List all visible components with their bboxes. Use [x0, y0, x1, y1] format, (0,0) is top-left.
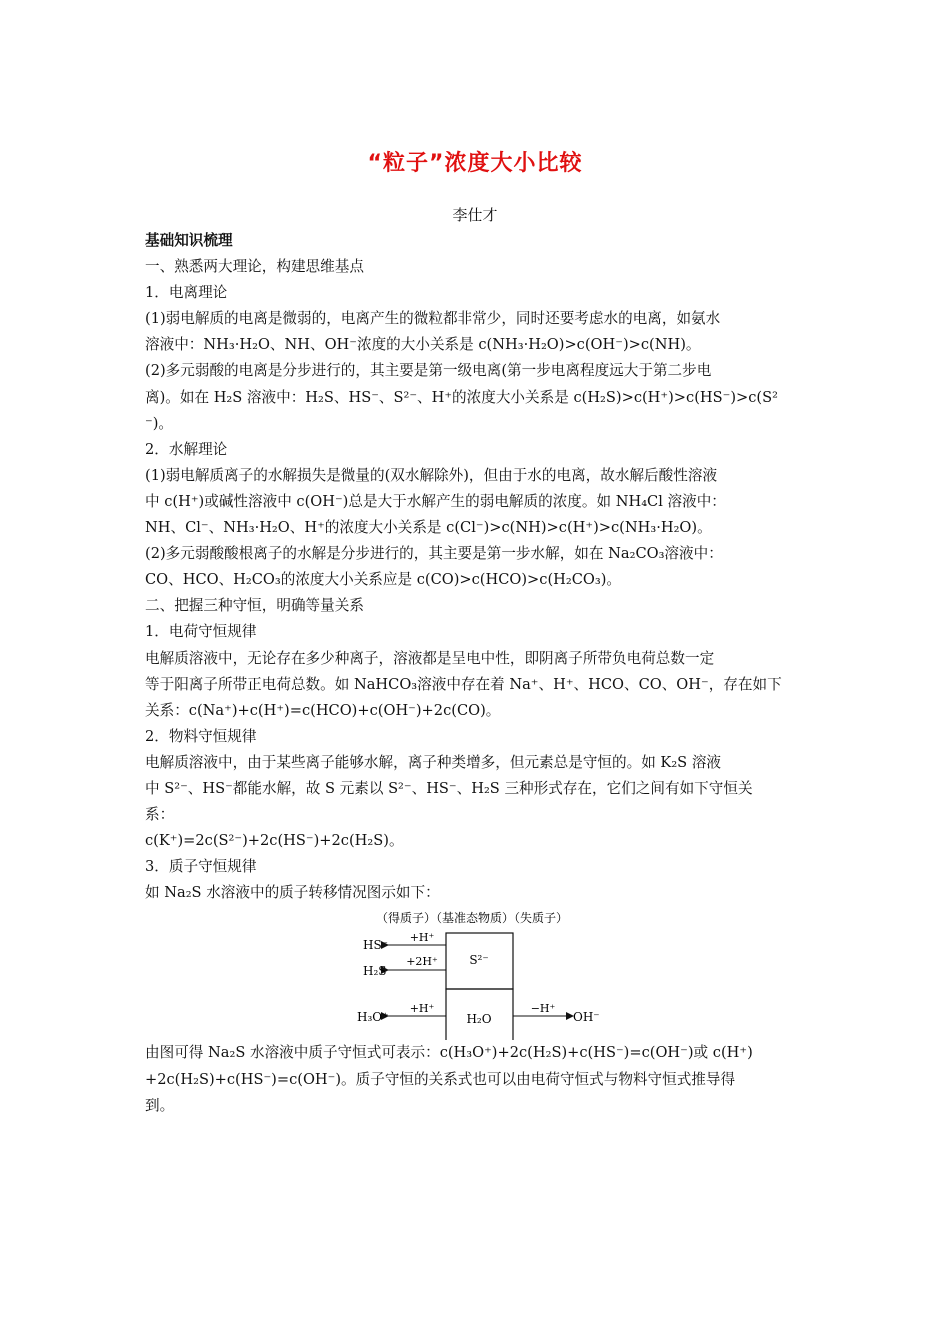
proton-transfer-diagram: [145, 906, 815, 1040]
left-bottom-label: +H⁺: [409, 1002, 435, 1016]
text-line: 2．物料守恒规律: [145, 727, 257, 745]
author-name: 李仕才: [452, 206, 498, 224]
text-line: ⁻)。: [145, 414, 173, 432]
text-line: 中 S²⁻、HS⁻都能水解，故 S 元素以 S²⁻、HS⁻、H₂S 三种形式存在，它们之间有如下守恒关: [145, 779, 753, 797]
text-line: (1)弱电解质的电离是微弱的，电离产生的微粒都非常少，同时还要考虑水的电离，如氨水: [145, 310, 721, 328]
text-line: 1．电离理论: [145, 284, 228, 302]
left-bottom-species: H₃O⁺: [357, 1010, 389, 1025]
left-mid-species: H₂S: [363, 964, 387, 979]
text-line: 关系：c(Na⁺)+c(H⁺)=c(HCO)+c(OH⁻)+2c(CO)。: [145, 701, 501, 719]
left-top-species: HS⁻: [363, 938, 389, 953]
text-line: CO、HCO、H₂CO₃的浓度大小关系应是 c(CO)>c(HCO)>c(H₂CO₃)。: [145, 571, 621, 589]
text-line: +2c(H₂S)+c(HS⁻)=c(OH⁻)。质子守恒的关系式也可以由电荷守恒式与物料守恒式推导得: [145, 1070, 736, 1088]
text-line: 一、熟悉两大理论，构建思维基点: [145, 258, 364, 276]
text-line: NH、Cl⁻、NH₃·H₂O、H⁺的浓度大小关系是 c(Cl⁻)>c(NH)>c(H⁺)>c(NH₃·H₂O)。: [145, 519, 712, 537]
box-top-label: S²⁻: [469, 953, 489, 968]
text-line: 3．质子守恒规律: [145, 858, 257, 876]
text-line: 电解质溶液中，无论存在多少种离子，溶液都是呈电中性，即阴离子所带负电荷总数一定: [145, 649, 715, 667]
text-line: 等于阳离子所带正电荷总数。如 NaHCO₃溶液中存在着 Na⁺、H⁺、HCO、CO、OH⁻，存在如下: [145, 675, 782, 693]
page-title: “粒子”浓度大小比较: [367, 151, 583, 176]
text-line: 系：: [145, 806, 175, 824]
right-species: OH⁻: [573, 1010, 600, 1025]
text-line: 溶液中：NH₃·H₂O、NH、OH⁻浓度的大小关系是 c(NH₃·H₂O)>c(OH⁻)>c(NH)。: [145, 336, 701, 354]
left-mid-label: +2H⁺: [406, 955, 438, 969]
text-line: 电解质溶液中，由于某些离子能够水解，离子种类增多，但元素总是守恒的。如 K₂S 溶液: [145, 753, 722, 771]
text-line: 离)。如在 H₂S 溶液中：H₂S、HS⁻、S²⁻、H⁺的浓度大小关系是 c(H₂S)>c(H⁺)>c(HS⁻)>c(S²: [145, 388, 778, 406]
section-heading: 基础知识梳理: [145, 232, 233, 249]
text-line: c(K⁺)=2c(S²⁻)+2c(HS⁻)+2c(H₂S)。: [145, 832, 404, 850]
text-line: 如 Na₂S 水溶液中的质子转移情况图示如下：: [145, 884, 440, 902]
left-top-label: +H⁺: [409, 931, 435, 945]
text-line: (2)多元弱酸的电离是分步进行的，其主要是第一级电离(第一步电离程度远大于第二步电: [145, 362, 712, 380]
text-line: 二、把握三种守恒，明确等量关系: [145, 597, 364, 615]
text-line: 到。: [145, 1096, 175, 1114]
text-line: 2．水解理论: [145, 440, 228, 458]
text-line: 由图可得 Na₂S 水溶液中质子守恒式可表示：c(H₃O⁺)+2c(H₂S)+c(HS⁻)=c(OH⁻)或 c(H⁺): [145, 1044, 753, 1062]
text-line: (2)多元弱酸酸根离子的水解是分步进行的，其主要是第一步水解，如在 Na₂CO₃溶液中：: [145, 545, 723, 563]
text-line: 中 c(H⁺)或碱性溶液中 c(OH⁻)总是大于水解产生的弱电解质的浓度。如 NH₄Cl 溶液中：: [145, 492, 726, 510]
text-line: (1)弱电解质离子的水解损失是微量的(双水解除外)，但由于水的电离，故水解后酸性溶液: [145, 466, 718, 484]
right-label: −H⁺: [530, 1002, 556, 1016]
document-body: [145, 228, 815, 1119]
diagram-header: （得质子）（基准态物质）（失质子）: [375, 911, 569, 926]
text-line: 1．电荷守恒规律: [145, 623, 257, 641]
box-bottom-label: H₂O: [466, 1012, 492, 1027]
